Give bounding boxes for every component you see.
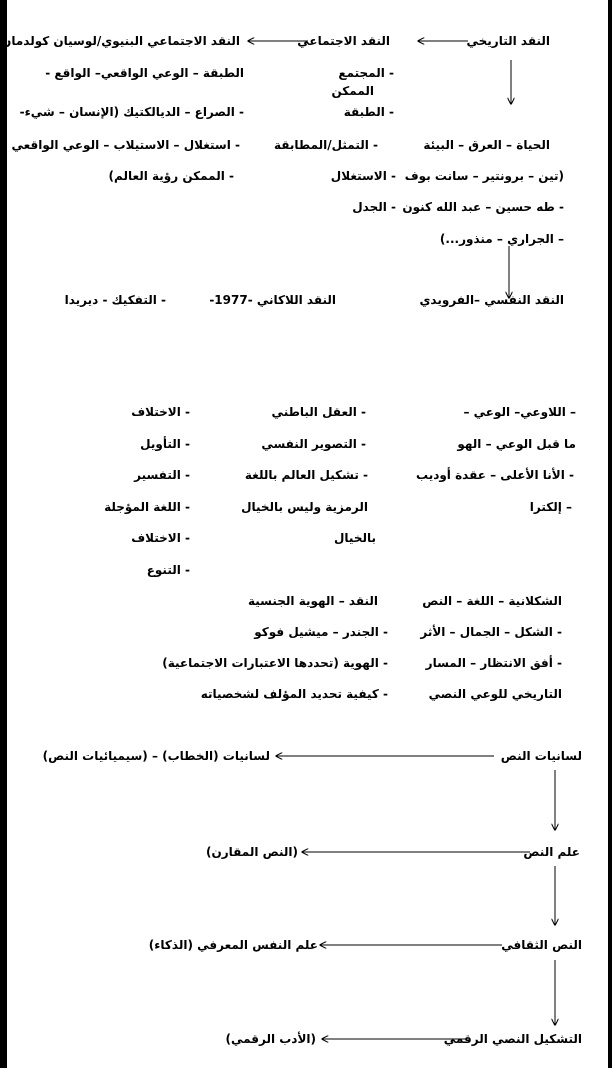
social-item-3: - التمثل/المطابقة bbox=[274, 138, 378, 152]
structural-item-3: - استغلال – الاستيلاب – الوعي الواقعي bbox=[11, 138, 240, 152]
deconstruction-label: - التفكيك - ديريدا bbox=[64, 293, 166, 307]
formal-c2-item: - كيفية تحديد المؤلف لشخصياته bbox=[200, 687, 388, 701]
psych-c2-item: الرمزية وليس بالخيال bbox=[241, 500, 368, 514]
social-item-1b: الممكن bbox=[331, 84, 374, 98]
psych-c2-item: - تشكيل العالم باللغة bbox=[244, 468, 368, 482]
structural-item-2: - الصراع – الديالكتيك (الإنسان – شيء- bbox=[19, 105, 244, 119]
social-item-5: - الجدل bbox=[352, 200, 396, 214]
cultural-text-node: النص الثقافي bbox=[501, 938, 582, 952]
social-item-4: - الاستغلال bbox=[330, 169, 396, 183]
historical-item-2: (تين – برونتير – سانت بوف bbox=[404, 169, 564, 183]
historical-item-3: - طه حسين – عبد الله كنون bbox=[402, 200, 564, 214]
psych-c3-item: - التنوع bbox=[146, 563, 190, 577]
digital-text-formation-node: التشكيل النصي الرقمي bbox=[443, 1032, 582, 1046]
formal-c1-item: - أفق الانتظار – المسار bbox=[425, 656, 562, 670]
psych-c1-item: – اللاوعي– الوعي – bbox=[463, 405, 576, 419]
historical-item-4: – الجراري – منذور...) bbox=[439, 232, 564, 246]
structural-criticism-label: النقد الاجتماعي البنيوي/لوسيان كولدمان bbox=[1, 34, 240, 48]
formal-c1-item: التاريخي للوعي النصي bbox=[428, 687, 562, 701]
psych-c2-item: - العقل الباطني bbox=[271, 405, 366, 419]
lacanian-criticism-label: النقد اللاكاني -1977- bbox=[209, 293, 336, 307]
formal-c2-item: - الجندر – ميشيل فوكو bbox=[254, 625, 388, 639]
freudian-criticism-label: النقد النفسي –الفرويدي bbox=[419, 293, 564, 307]
psych-c2-item: - التصوير النفسي bbox=[261, 437, 366, 451]
psych-c3-item: - الاختلاف bbox=[131, 531, 190, 545]
text-linguistics-node: لسانيات النص bbox=[500, 749, 582, 763]
text-science-node: علم النص bbox=[523, 845, 580, 859]
psych-c3-item: - الاختلاف bbox=[131, 405, 190, 419]
cognitive-psychology-node: علم النفس المعرفي (الذكاء) bbox=[148, 938, 318, 952]
psych-c3-item: - التأويل bbox=[140, 437, 190, 451]
social-item-1: - المجتمع bbox=[338, 66, 394, 80]
formal-c1-item: الشكلانية – اللغة – النص bbox=[422, 594, 562, 608]
psych-c3-item: - التفسير bbox=[134, 468, 190, 482]
digital-literature-node: (الأدب الرقمي) bbox=[225, 1032, 316, 1046]
formal-c1-item: - الشكل – الجمال – الأثر bbox=[420, 625, 562, 639]
psych-c3-item: - اللغة المؤجلة bbox=[104, 500, 190, 514]
historical-criticism-label: النقد التاريخي bbox=[466, 34, 550, 48]
psych-c1-item: – إلكترا bbox=[529, 500, 572, 514]
psych-c1-item: - الأنا الأعلى – عقدة أوديب bbox=[415, 468, 574, 482]
historical-item-1: الحياة – العرق – البيئة bbox=[423, 138, 550, 152]
discourse-linguistics-node: لسانيات (الخطاب) – (سيميائيات النص) bbox=[42, 749, 270, 763]
structural-item-1: الطبقة – الوعي الواقعي– الواقع - bbox=[45, 66, 244, 80]
formal-c2-item: - الهوية (تحددها الاعتبارات الاجتماعية) bbox=[162, 656, 388, 670]
social-criticism-label: النقد الاجتماعي bbox=[297, 34, 390, 48]
comparative-text-node: (النص المقارن) bbox=[206, 845, 298, 859]
psych-c2-item: بالخيال bbox=[334, 531, 376, 545]
social-item-2: - الطبقة bbox=[343, 105, 394, 119]
formal-c2-item: النقد – الهوية الجنسية bbox=[247, 594, 378, 608]
structural-item-4: - الممكن رؤية العالم) bbox=[108, 169, 234, 183]
psych-c1-item: ما قبل الوعي – الهو bbox=[457, 437, 576, 451]
